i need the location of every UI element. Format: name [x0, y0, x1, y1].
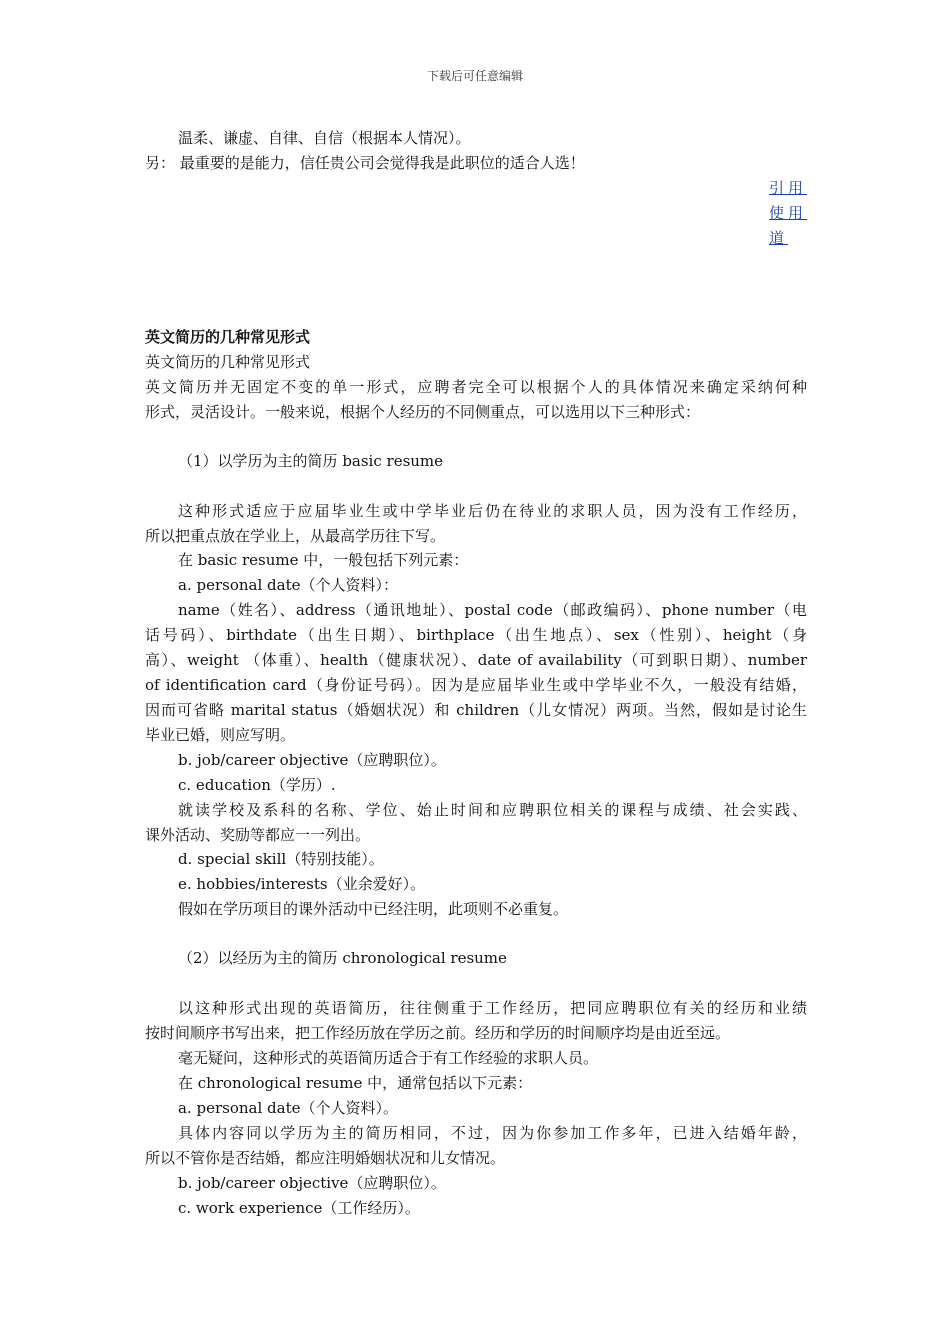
- basic-item-e: e. hobbies/interests（业余爱好）。: [178, 875, 426, 893]
- chrono-p1-line-1: 以这种形式出现的英语简历，往往侧重于工作经历，把同应聘职位有关的经历和业绩: [178, 999, 807, 1017]
- basic-e-note: 假如在学历项目的课外活动中已经注明，此项则不必重复。: [178, 900, 569, 918]
- chrono-item-c: c. work experience（工作经历）。: [178, 1199, 420, 1217]
- basic-c-line-1: 就读学校及系科的名称、学位、始止时间和应聘职位相关的课程与成绩、社会实践、: [178, 801, 807, 819]
- chrono-a-line-2: 所以不管你是否结婚，都应注明婚姻状况和儿女情况。: [145, 1149, 506, 1167]
- basic-p1-line-2: 所以把重点放在学业上，从最高学历往下写。: [145, 527, 446, 545]
- basic-a-line-2: 话号码）、birthdate（出生日期）、birthplace（出生地点）、sex（性别）、height（身: [145, 626, 807, 644]
- link-dao[interactable]: 道: [769, 229, 789, 247]
- chrono-p1-line-2: 按时间顺序书写出来，把工作经历放在学历之前。经历和学历的时间顺序均是由近至远。: [145, 1024, 731, 1042]
- chrono-item-a: a. personal date（个人资料）。: [178, 1099, 398, 1117]
- basic-a-line-1: name（姓名）、address（通讯地址）、postal code（邮政编码）、phone number（电: [178, 601, 807, 619]
- basic-item-c: c. education（学历）.: [178, 776, 336, 794]
- chrono-p3: 在 chronological resume 中，通常包括以下元素：: [178, 1074, 533, 1092]
- chrono-heading: （2）以经历为主的简历 chronological resume: [178, 949, 507, 967]
- basic-item-b: b. job/career objective（应聘职位）。: [178, 751, 446, 769]
- section-title-plain: 英文简历的几种常见形式: [145, 353, 311, 371]
- link-shiyong[interactable]: 使用: [769, 204, 808, 222]
- intro-line-1: 温柔、谦虚、自律、自信（根据本人情况）。: [178, 129, 471, 147]
- intro-line-2: 另： 最重要的是能力，信任贵公司会觉得我是此职位的适合人选！: [145, 154, 585, 172]
- basic-a-line-5: 因而可省略 marital status（婚姻状况）和 children（儿女情况）两项。当然，假如是讨论生: [145, 701, 807, 719]
- section-para-line-2: 形式，灵活设计。一般来说，根据个人经历的不同侧重点，可以选用以下三种形式：: [145, 403, 701, 421]
- basic-a-line-6: 毕业已婚，则应写明。: [145, 726, 296, 744]
- basic-item-d: d. special skill（特别技能）。: [178, 850, 384, 868]
- basic-heading: （1）以学历为主的简历 basic resume: [178, 452, 444, 470]
- section-para-line-1: 英文简历并无固定不变的单一形式，应聘者完全可以根据个人的具体情况来确定采纳何种: [145, 378, 807, 396]
- basic-item-a: a. personal date（个人资料）：: [178, 576, 398, 594]
- section-title-bold: 英文简历的几种常见形式: [145, 328, 311, 346]
- basic-c-line-2: 课外活动、奖励等都应一一列出。: [145, 826, 371, 844]
- chrono-item-b: b. job/career objective（应聘职位）。: [178, 1174, 446, 1192]
- chrono-p2: 毫无疑问，这种形式的英语简历适合于有工作经验的求职人员。: [178, 1049, 599, 1067]
- basic-a-line-3: 高）、weight （体重）、health（健康状况）、date of availability（可到职日期）、number: [145, 651, 807, 669]
- link-yinyong[interactable]: 引用: [769, 179, 808, 197]
- page-header: 下载后可任意编辑: [426, 69, 523, 83]
- basic-p1-line-1: 这种形式适应于应届毕业生或中学毕业后仍在待业的求职人员，因为没有工作经历，: [178, 502, 807, 520]
- basic-p2: 在 basic resume 中，一般包括下列元素：: [178, 551, 469, 569]
- basic-a-line-4: of identification card（身份证号码）。因为是应届毕业生或中学毕业不久，一般没有结婚，: [145, 676, 807, 694]
- chrono-a-line-1: 具体内容同以学历为主的简历相同，不过，因为你参加工作多年，已进入结婚年龄，: [178, 1124, 807, 1142]
